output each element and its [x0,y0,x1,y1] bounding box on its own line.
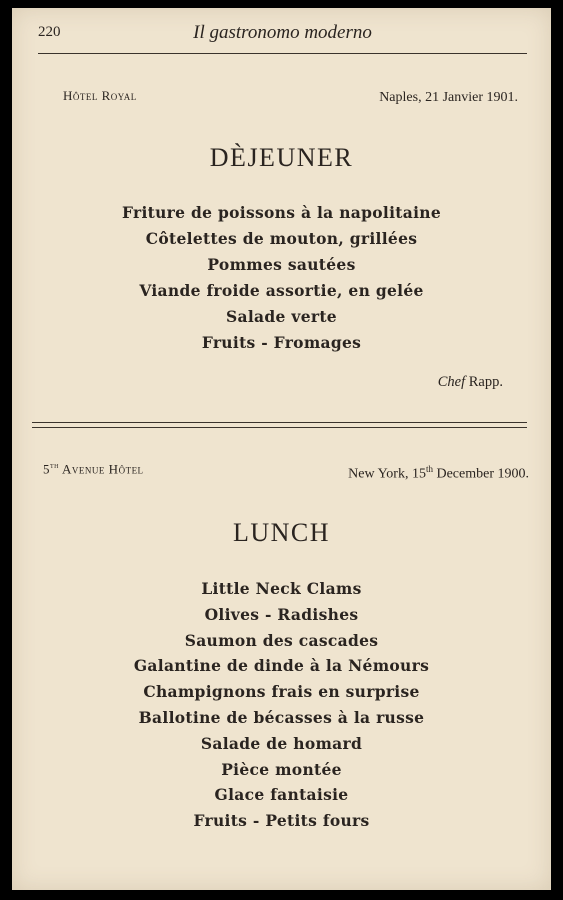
dish-item: Salade de homard [200,733,363,753]
dish-item: Ballotine de bécasses à la russe [138,707,425,727]
running-head [38,22,527,46]
date-ordinal: th [425,464,433,474]
hotel-name: Hôtel Royal [63,88,137,103]
chef-signature [438,374,503,391]
page-number: 220 [38,24,61,40]
section-divider [32,422,527,428]
hotel-ordinal: th [50,460,59,470]
dish-item: Galantine de dinde à la Némours [133,656,430,676]
date-prefix: New York, 15 [348,466,426,482]
hotel-name-rest: Avenue Hôtel [62,461,144,477]
dish-item: Glace fantaisie [214,785,349,805]
dish-list [12,576,551,834]
signature-name: Rapp. [468,374,503,390]
dish-item: Viande froide assortie, en gelée [139,281,424,300]
running-title: Il gastronomo moderno [193,22,372,43]
book-page [12,8,551,890]
dish-list [12,200,551,356]
dateline [348,464,529,483]
date-rest: December 1900. [436,466,529,482]
dish-item: Fruits - Fromages [201,333,362,352]
menu-title: DÈJEUNER [209,143,354,172]
dish-item: Champignons frais en surprise [143,682,420,702]
dish-item: Pièce montée [221,759,342,779]
header-rule [38,53,527,54]
dateline: Naples, 21 Janvier 1901. [379,90,518,105]
dish-item: Olives - Radishes [204,604,359,624]
dish-item: Côtelettes de mouton, grillées [145,229,418,248]
dish-item: Pommes sautées [207,255,356,274]
dish-item: Friture de poissons à la napolitaine [121,203,442,222]
dish-item: Saumon des cascades [184,630,379,650]
dish-item: Salade verte [226,307,337,326]
hotel-number: 5 [43,461,50,477]
menu-title: LUNCH [232,518,331,547]
signature-role: Chef [437,374,466,390]
hotel-name [43,460,144,477]
dish-item: Fruits - Petits fours [193,811,370,831]
dish-item: Little Neck Clams [201,579,362,598]
